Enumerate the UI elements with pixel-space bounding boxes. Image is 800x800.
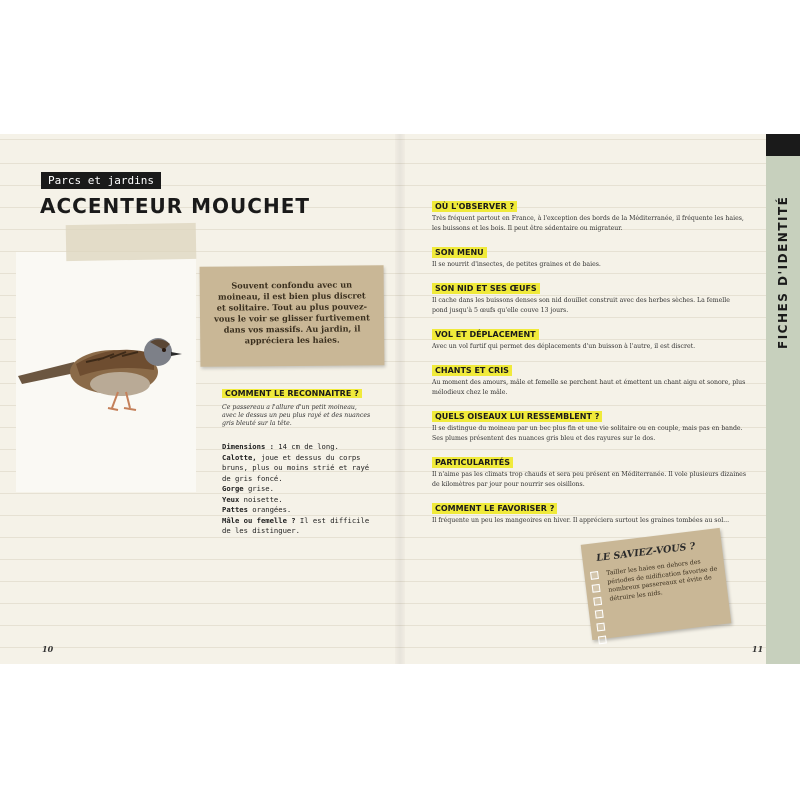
checkbox-icon	[595, 610, 604, 619]
info-section	[432, 404, 747, 444]
category-label: Parcs et jardins	[41, 172, 161, 189]
page-gutter	[395, 134, 405, 664]
info-section	[432, 240, 747, 270]
section-title: SON MENU	[432, 247, 487, 258]
spec-item: Dimensions : 14 cm de long.	[222, 442, 339, 451]
info-section	[432, 322, 747, 352]
section-body: Il n'aime pas les climats trop chauds et sera peu présent en Méditerranée. Il vole plusieurs dizaines de kilomètres par jour pour nourrir ses oisillons.	[432, 471, 747, 488]
checkbox-icon	[596, 623, 605, 632]
info-sections	[432, 194, 747, 532]
side-tab-label-wrap	[772, 159, 794, 349]
section-body: Très fréquent partout en France, à l'exception des bords de la Méditerranée, il fréquente les haies, les buissons et les bois. Il peut être sédentaire ou migrateur.	[432, 215, 744, 232]
spec-item: Yeux noisette.	[222, 494, 283, 504]
section-title: SON NID ET SES ŒUFS	[432, 283, 540, 294]
book-spread	[0, 134, 800, 664]
spec-item: Pattes orangées.	[222, 505, 292, 514]
section-body: Il se distingue du moineau par un bec plus fin et une vie solitaire ou en couple, mais pas en bande. Ses plumes présentent des nuances gris bleu et des rayures sur le dos.	[432, 425, 743, 442]
did-you-know-card	[581, 528, 732, 640]
page-title: ACCENTEUR MOUCHET	[40, 194, 311, 218]
recognize-heading: COMMENT LE RECONNAITRE ?	[222, 389, 362, 398]
section-title: PARTICULARITÉS	[432, 457, 513, 468]
checkbox-icon	[590, 571, 599, 580]
note-text: Souvent confondu avec un moineau, il est bien plus discret et solitaire. Tout au plus pouvez-vous le voir se glisser furtivement dans vos massifs. Au jardin, il appréciera les haies.	[214, 279, 370, 346]
section-body: Il cache dans les buissons denses son nid douillet construit avec des herbes sèches. La femelle pond jusqu'à 5 œufs qu'elle couve 13 jours.	[432, 297, 730, 314]
checkbox-column	[590, 571, 607, 649]
spec-item: Mâle ou femelle ? Il est difficile de les distinguer.	[222, 515, 370, 535]
spec-item: Calotte, joue et dessus du corps bruns, plus ou moins strié et rayé de gris foncé.	[222, 452, 370, 483]
info-section	[432, 358, 747, 398]
info-section	[432, 496, 747, 526]
info-section	[432, 276, 747, 316]
section-title: CHANTS ET CRIS	[432, 365, 512, 376]
did-you-know-title: LE SAVIEZ-VOUS ?	[595, 540, 696, 565]
page-number-left: 10	[42, 644, 54, 654]
recognize-intro: Ce passereau a l'allure d'un petit moineau, avec le dessus un peu plus rayé et des nuances gris bleuté sur la tête.	[222, 404, 371, 427]
side-tab-top	[766, 134, 800, 156]
checkbox-icon	[592, 584, 601, 593]
side-tab-label: FICHES D'IDENTITÉ	[776, 195, 790, 349]
section-title: OÙ L'OBSERVER ?	[432, 201, 517, 212]
section-body: Au moment des amours, mâle et femelle se perchent haut et émettent un chant aigu et sonore, plus mélodieux chez le mâle.	[432, 379, 746, 396]
spec-item: Gorge grise.	[222, 484, 274, 493]
section-title: QUELS OISEAUX LUI RESSEMBLENT ?	[432, 411, 602, 422]
page-number-right: 11	[752, 644, 764, 654]
bird-illustration	[14, 324, 189, 424]
section-title: COMMENT LE FAVORISER ?	[432, 503, 557, 514]
section-body: Il fréquente un peu les mangeoires en hiver. Il appréciera surtout les graines tombées au sol...	[432, 517, 730, 524]
info-section	[432, 450, 747, 490]
did-you-know-body: Tailler les haies en dehors des périodes de nidification favorise de nombreux passereaux et évite de détruire les nids.	[605, 558, 718, 603]
section-title: VOL ET DÉPLACEMENT	[432, 329, 539, 340]
note-card	[200, 265, 385, 367]
checkbox-icon	[598, 635, 607, 644]
section-body: Il se nourrit d'insectes, de petites graines et de baies.	[432, 261, 601, 268]
specs-list	[222, 442, 372, 537]
checkbox-icon	[593, 597, 602, 606]
masking-tape	[66, 223, 197, 261]
info-section	[432, 194, 747, 234]
section-body: Avec un vol furtif qui permet des déplacements d'un buisson à l'autre, il est discret.	[432, 343, 696, 350]
